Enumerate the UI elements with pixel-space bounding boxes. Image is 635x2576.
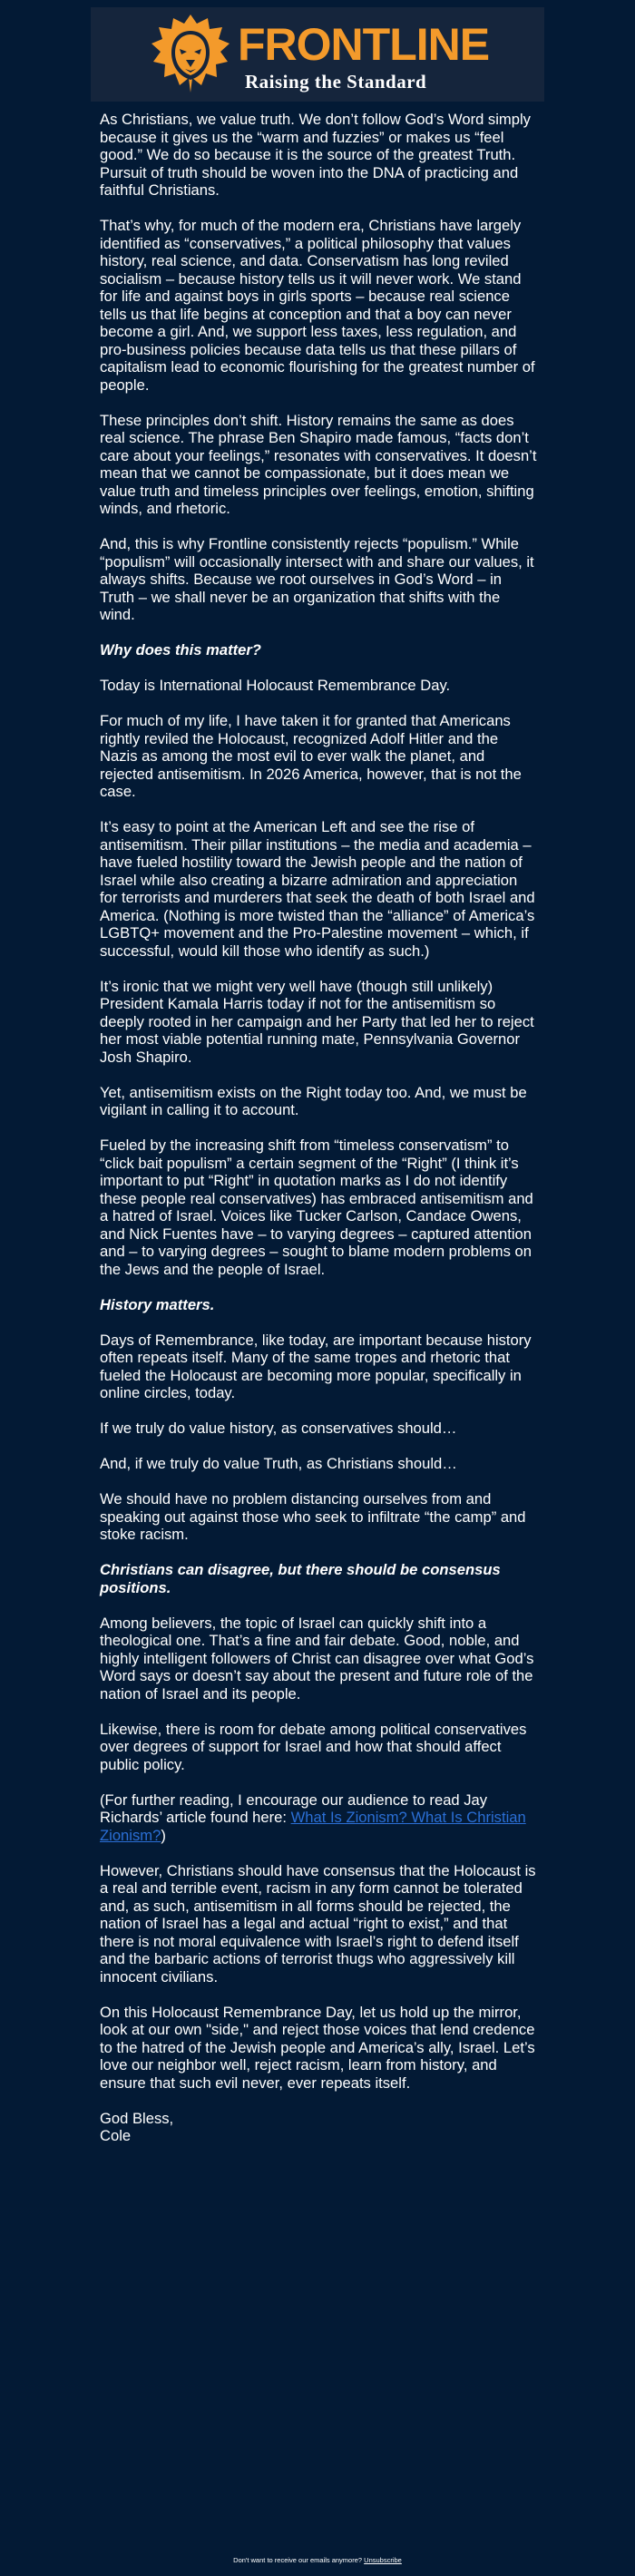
paragraph: Fueled by the increasing shift from “timeless conservatism” to “click bait populism” a certain segment of the “Right” (I think it’s important to put “Right” in quotation marks as I do not identify these people real conservatives) has embraced antisemitism and a hatred of Israel. Voices like Tucker Carlson, Candace Owens, and Nick Fuentes have – to varying degrees – captured attention and – to varying degrees – sought to blame modern problems on the Jews and the people of Israel. [100, 1137, 533, 1278]
paragraph: It’s easy to point at the American Left and see the rise of antisemitism. Their pillar institutions – the media and academia – have fueled hostility toward the Jewish people and the nation of Israel while also creating a bizarre admiration and appreciation for terrorists and murderers that seek the death of both Israel and America. (Nothing is more twisted than the “alliance” of America’s LGBTQ+ movement and the Pro-Palestine movement – which, if successful, would kill those who identify as such.) [100, 818, 535, 960]
paragraph: And, this is why Frontline consistently rejects “populism.” While “populism” will occasionally intersect with and share our values, it always shifts. Because we root ourselves in God’s Word – in Truth – we shall never be an organization that shifts with the wind. [100, 535, 534, 623]
paragraph: Today is International Holocaust Remembrance Day. [100, 677, 451, 694]
paragraph: On this Holocaust Remembrance Day, let us hold up the mirror, look at our own "side," and reject those voices that lend credence to the hatred of the Jewish people and America’s ally, Israel. Let’s love our neighbor well, reject racism, learn from history, and ensure that such evil never, ever repeats itself. [100, 2003, 535, 2092]
signoff-name: Cole [100, 2127, 132, 2144]
paragraph: We should have no problem distancing ourselves from and speaking out against those who seek to infiltrate “the camp” and stoke racism. [100, 1490, 526, 1543]
section-heading: Why does this matter? [100, 641, 261, 659]
unsubscribe-link[interactable]: Unsubscribe [364, 2556, 402, 2564]
paragraph: Likewise, there is room for debate among political conservatives over degrees of support for Israel and how that should affect public policy. [100, 1720, 527, 1773]
signoff-greeting: God Bless, [100, 2109, 174, 2127]
paragraph: Among believers, the topic of Israel can quickly shift into a theological one. That’s a fine and fair debate. Good, noble, and highly intelligent followers of Christ can disagree over what God’s Word says or doesn’t say about the present and future role of the nation of Israel and its people. [100, 1614, 534, 1703]
paragraph: Days of Remembrance, like today, are important because history often repeats itself. Many of the same tropes and rhetoric that fueled the Holocaust are becoming more popular, specifically in online circles, today. [100, 1331, 532, 1401]
brand-tagline: Raising the Standard [245, 71, 427, 93]
paragraph: If we truly do value history, as conservatives should… [100, 1420, 457, 1437]
zionism-article-link[interactable]: What Is Zionism? What Is Christian Zionism? [100, 1809, 526, 1844]
paragraph: For much of my life, I have taken it for granted that Americans rightly reviled the Holocaust, recognized Adolf Hitler and the Nazis as among the most evil to ever walk the planet, and rejected antisemitism. In 2026 America, however, that is not the case. [100, 712, 522, 800]
header-banner [91, 7, 544, 102]
further-reading-text: (For further reading, I encourage our audience to read Jay Richards’ article found here: [100, 1791, 488, 1826]
paragraph: That’s why, for much of the modern era, Christians have largely identified as “conservatives,” a political philosophy that values history, real science, and data. Conservatism has long reviled socialism – because history tells us it will never work. We stand for life and against boys in girls sports – because real science tells us that life begins at conception and that a boy can never become a girl. And, we support less taxes, less regulation, and pro-business policies because data tells us that these pillars of capitalism lead to economic flourishing for the greatest number of people. [100, 217, 535, 394]
paragraph: However, Christians should have consensus that the Holocaust is a real and terrible event, racism in any form cannot be tolerated and, as such, antisemitism in all forms should be rejected, the nation of Israel has a legal and actual “right to exist,” and that there is not moral equivalence with Israel’s right to defend itself and the barbaric actions of terrorist thugs who aggressively kill innocent civilians. [100, 1861, 536, 1986]
email-footer [0, 2556, 635, 2565]
further-reading-close: ) [161, 1826, 166, 1844]
section-heading: Christians can disagree, but there should be consensus positions. [100, 1561, 501, 1596]
lion-logo-icon [150, 13, 231, 94]
signoff [100, 2110, 537, 2145]
brand-name: FRONTLINE [238, 19, 490, 70]
paragraph: Yet, antisemitism exists on the Right today too. And, we must be vigilant in calling it to account. [100, 1083, 527, 1118]
paragraph: And, if we truly do value Truth, as Christians should… [100, 1455, 457, 1472]
paragraph: It’s ironic that we might very well have (though still unlikely) President Kamala Harris today if not for the antisemitism so deeply rooted in her campaign and her Party that led her to reject her most viable potential running mate, Pennsylvania Governor Josh Shapiro. [100, 977, 534, 1066]
paragraph: As Christians, we value truth. We don’t follow God’s Word simply because it gives us the “warm and fuzzies” or makes us “feel good.” We do so because it is the source of the greatest Truth. Pursuit of truth should be woven into the DNA of practicing and faithful Christians. [100, 111, 531, 199]
footer-text: Don't want to receive our emails anymore? [233, 2556, 365, 2564]
article-body [100, 111, 537, 2145]
further-reading-paragraph [100, 1791, 537, 1845]
paragraph: These principles don’t shift. History remains the same as does real science. The phrase Ben Shapiro made famous, “facts don’t care about your feelings,” resonates with conservatives. It doesn’t mean that we cannot be compassionate, but it does mean we value truth and timeless principles over feelings, emotion, shifting winds, and rhetoric. [100, 411, 537, 517]
section-heading: History matters. [100, 1295, 215, 1313]
